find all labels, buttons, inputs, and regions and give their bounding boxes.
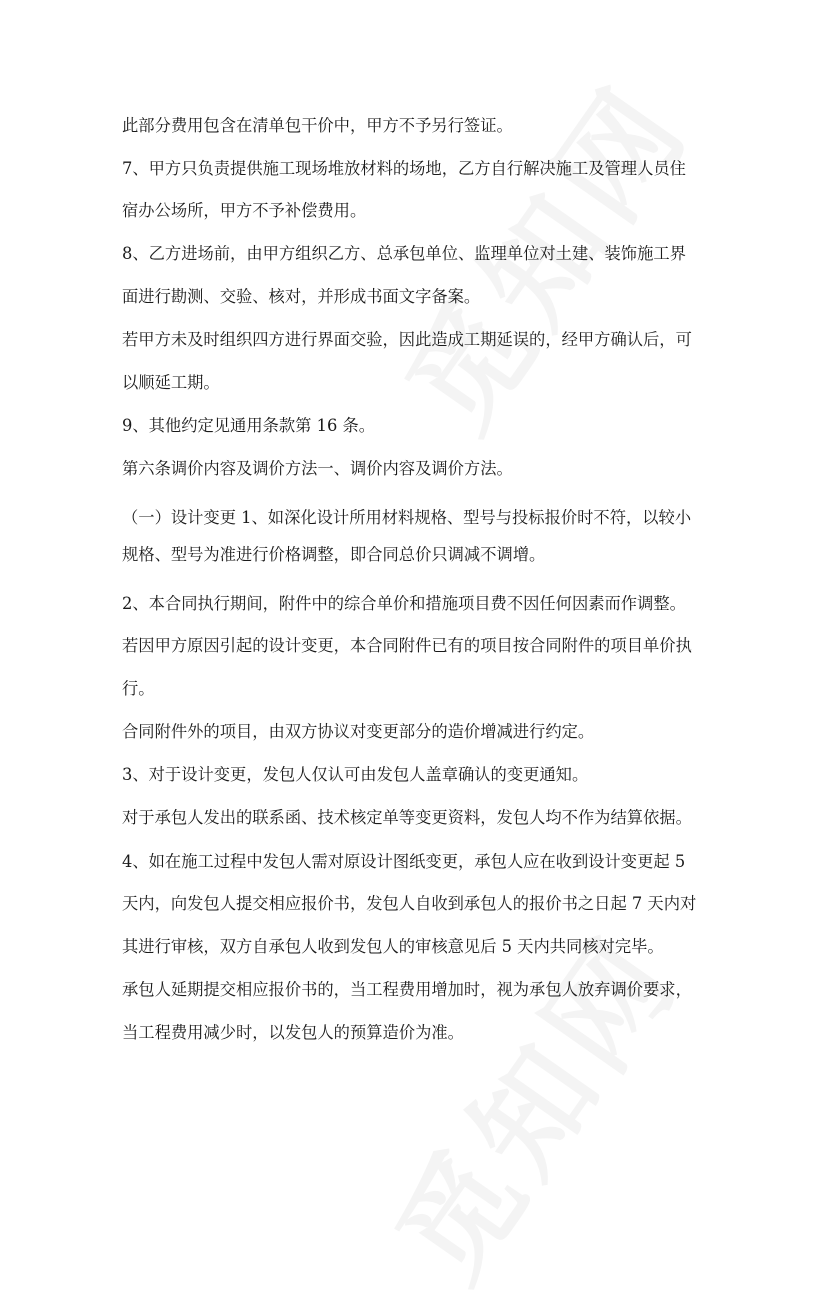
text-line-19: 天内，向发包人提交相应报价书，发包人自收到承包人的报价书之日起 7 天内对 bbox=[122, 894, 697, 913]
text-line-22: 当工程费用减少时，以发包人的预算造价为准。 bbox=[122, 1023, 464, 1042]
text-line-4: 8、乙方进场前，由甲方组织乙方、总承包单位、监理单位对土建、装饰施工界 bbox=[122, 244, 686, 263]
text-line-11: 规格、型号为准进行价格调整，即合同总价只调减不调增。 bbox=[122, 545, 546, 564]
text-line-10: （一）设计变更 1、如深化设计所用材料规格、型号与投标报价时不符，以较小 bbox=[122, 508, 692, 527]
text-line-17: 对于承包人发出的联系函、技术核定单等变更资料，发包人均不作为结算依据。 bbox=[122, 808, 692, 827]
text-line-13: 若因甲方原因引起的设计变更，本合同附件已有的项目按合同附件的项目单价执 bbox=[122, 636, 692, 655]
watermark-bottom bbox=[350, 895, 710, 1307]
text-line-18: 4、如在施工过程中发包人需对原设计图纸变更，承包人应在收到设计变更起 5 bbox=[122, 852, 686, 871]
text-line-6: 若甲方未及时组织四方进行界面交验，因此造成工期延误的，经甲方确认后，可 bbox=[122, 330, 692, 349]
text-line-9: 第六条调价内容及调价方法一、调价内容及调价方法。 bbox=[122, 459, 513, 478]
text-line-2: 7、甲方只负责提供施工现场堆放材料的场地，乙方自行解决施工及管理人员住 bbox=[122, 159, 686, 178]
text-line-8: 9、其他约定见通用条款第 16 条。 bbox=[122, 416, 376, 435]
text-line-14: 行。 bbox=[122, 679, 155, 698]
text-line-16: 3、对于设计变更，发包人仅认可由发包人盖章确认的变更通知。 bbox=[122, 765, 589, 784]
text-line-5: 面进行勘测、交验、核对，并形成书面文字备案。 bbox=[122, 287, 481, 306]
text-line-21: 承包人延期提交相应报价书的，当工程费用增加时，视为承包人放弃调价要求， bbox=[122, 980, 692, 999]
text-line-1: 此部分费用包含在清单包干价中，甲方不予另行签证。 bbox=[122, 116, 513, 135]
text-line-20: 其进行审核，双方自承包人收到发包人的审核意见后 5 天内共同核对完毕。 bbox=[122, 937, 664, 956]
text-line-7: 以顺延工期。 bbox=[122, 373, 220, 392]
text-line-15: 合同附件外的项目，由双方协议对变更部分的造价增减进行约定。 bbox=[122, 722, 595, 741]
text-line-12: 2、本合同执行期间，附件中的综合单价和措施项目费不因任何因素而作调整。 bbox=[122, 594, 686, 613]
text-line-3: 宿办公场所，甲方不予补偿费用。 bbox=[122, 201, 367, 220]
